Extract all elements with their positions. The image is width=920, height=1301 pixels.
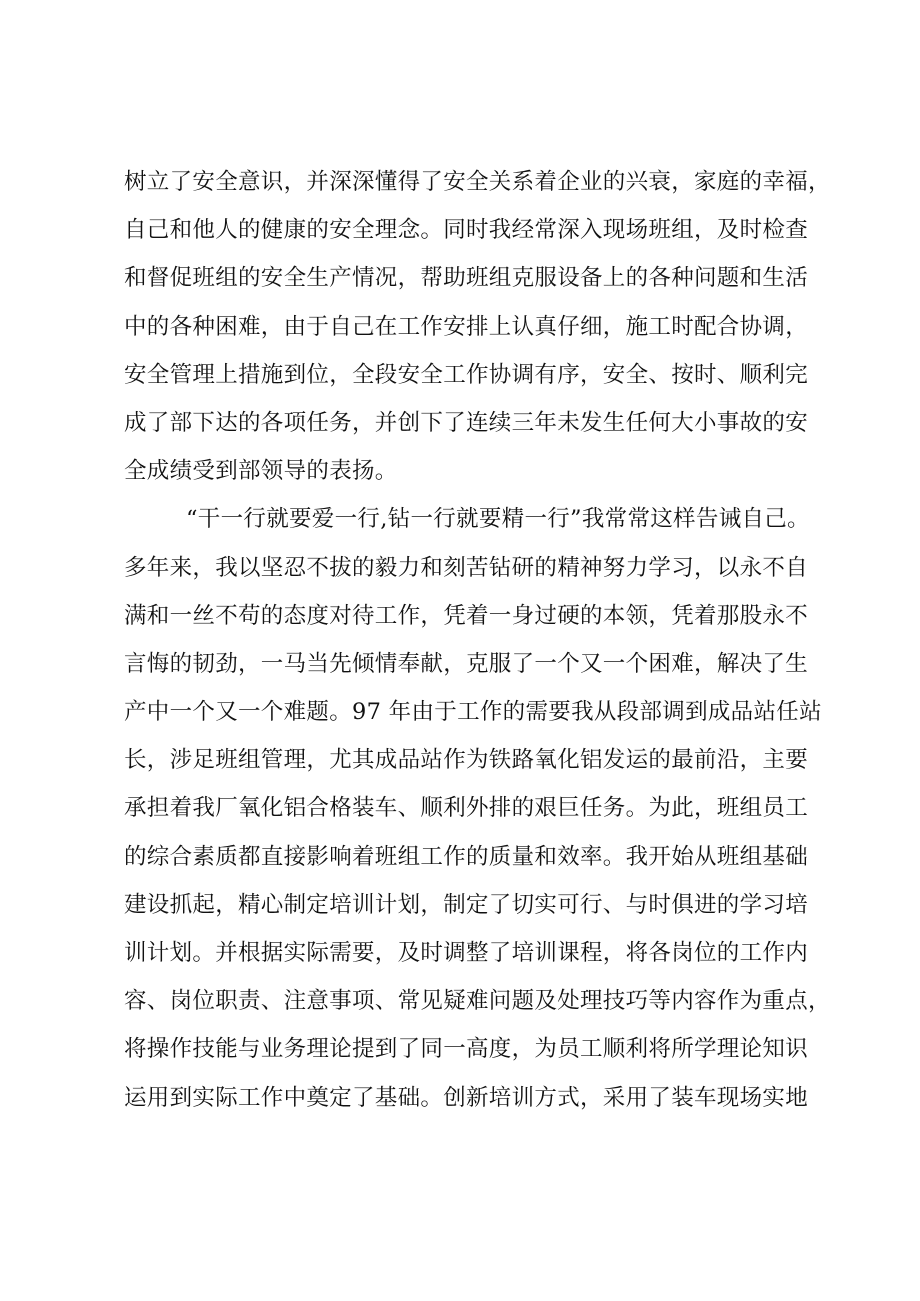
text-line: 自己和他人的健康的安全理念。同时我经常深入现场班组，及时检查 [124,217,809,244]
text-line: 的综合素质都直接影响着班组工作的质量和效率。我开始从班组基础 [124,843,809,870]
text-line: 产中一个又一个难题。97 年由于工作的需要我从段部调到成品站任站 [124,699,822,726]
text-line: 言悔的韧劲，一马当先倾情奉献，克服了一个又一个困难，解决了生 [124,650,809,677]
text-line: 和督促班组的安全生产情况，帮助班组克服设备上的各种问题和生活 [124,265,809,292]
text-line: 运用到实际工作中奠定了基础。创新培训方式，采用了装车现场实地 [124,1084,809,1111]
text-line: 承担着我厂氧化铝合格装车、顺利外排的艰巨任务。为此，班组员工 [124,795,809,822]
text-line: 训计划。并根据实际需要，及时调整了培训课程，将各岗位的工作内 [124,940,809,966]
text-line: 全成绩受到部领导的表扬。 [124,458,398,485]
text-line: 树立了安全意识，并深深懂得了安全关系着企业的兴衰，家庭的幸福， [124,169,831,195]
text-line: 容、岗位职责、注意事项、常见疑难问题及处理技巧等内容作为重点， [124,988,831,1015]
text-line: 成了部下达的各项任务，并创下了连续三年未发生任何大小事故的安 [124,409,809,436]
text-line: 建设抓起，精心制定培训计划，制定了切实可行、与时俱进的学习培 [124,891,809,918]
document-body [124,158,831,1122]
text-line: 长，涉足班组管理，尤其成品站作为铁路氧化铝发运的最前沿，主要 [124,747,809,774]
text-line: 满和一丝不苟的态度对待工作，凭着一身过硬的本领，凭着那股永不 [124,602,809,629]
text-line: 中的各种困难，由于自己在工作安排上认真仔细，施工时配合协调， [124,313,809,340]
paragraph-start-line: “干一行就要爱一行,钻一行就要精一行”我常常这样告诫自己。 [186,506,810,533]
text-line: 将操作技能与业务理论提到了同一高度，为员工顺利将所学理论知识 [124,1036,809,1063]
text-line: 多年来，我以坚忍不拔的毅力和刻苦钻研的精神努力学习，以永不自 [124,554,809,581]
text-line: 安全管理上措施到位，全段安全工作协调有序，安全、按时、顺利完 [124,361,809,388]
